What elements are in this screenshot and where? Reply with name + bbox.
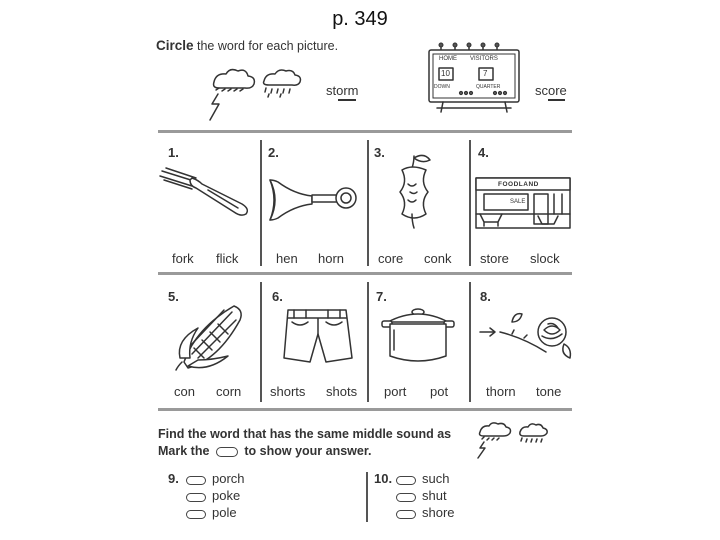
- answer-option[interactable]: such: [422, 471, 450, 486]
- fork-icon: [158, 168, 258, 223]
- example-right-word: score: [535, 83, 567, 98]
- answer-bubble-icon: [216, 447, 238, 457]
- instruction-find-word: Find the word that has the same middle sound as: [158, 427, 452, 441]
- word-option[interactable]: hen: [276, 251, 298, 266]
- instruction-rest: the word for each picture.: [193, 39, 339, 53]
- storm-cloud-small-icon: [476, 420, 566, 460]
- answer-bubble[interactable]: [396, 493, 416, 502]
- item-number: 2.: [268, 145, 279, 160]
- store-sign: FOODLAND: [498, 181, 539, 188]
- separator-1: [158, 130, 572, 133]
- separator-3: [158, 408, 572, 411]
- scoreboard-down-label: DOWN: [434, 84, 450, 90]
- divider: [260, 282, 262, 402]
- question-number: 9.: [168, 471, 179, 486]
- word-option[interactable]: shorts: [270, 384, 306, 399]
- word-option[interactable]: tone: [536, 384, 562, 399]
- item-number: 1.: [168, 145, 179, 160]
- word-option[interactable]: horn: [318, 251, 345, 266]
- storm-cloud-icon: [206, 66, 316, 128]
- scoreboard-quarter-label: QUARTER: [476, 84, 501, 90]
- scoreboard-home-score: 10: [441, 69, 450, 78]
- separator-2: [158, 272, 572, 275]
- item-number: 8.: [480, 289, 491, 304]
- example-left-word: storm: [326, 83, 359, 98]
- word-option[interactable]: corn: [216, 384, 242, 399]
- answer-option[interactable]: pole: [212, 505, 237, 520]
- answer-bubble[interactable]: [186, 510, 206, 519]
- horn-icon: [266, 176, 364, 224]
- word-option[interactable]: flick: [216, 251, 239, 266]
- item-number: 5.: [168, 289, 179, 304]
- rose-thorn-icon: [478, 308, 574, 368]
- answer-bubble[interactable]: [186, 476, 206, 485]
- answer-bubble[interactable]: [396, 510, 416, 519]
- item-number: 4.: [478, 145, 489, 160]
- divider: [366, 472, 368, 522]
- answer-option[interactable]: shut: [422, 488, 447, 503]
- word-option[interactable]: port: [384, 384, 407, 399]
- worksheet: [152, 28, 580, 534]
- word-option[interactable]: slock: [530, 251, 560, 266]
- word-option[interactable]: store: [480, 251, 509, 266]
- divider: [469, 282, 471, 402]
- item-number: 3.: [374, 145, 385, 160]
- corn-icon: [176, 300, 256, 372]
- answer-option[interactable]: porch: [212, 471, 245, 486]
- divider: [367, 282, 369, 402]
- divider: [469, 140, 471, 266]
- store-window-sign: SALE: [510, 199, 526, 205]
- word-option[interactable]: conk: [424, 251, 452, 266]
- answer-option[interactable]: poke: [212, 488, 241, 503]
- item-number: 6.: [272, 289, 283, 304]
- pot-icon: [380, 304, 460, 370]
- shorts-icon: [282, 308, 356, 366]
- item-number: 7.: [376, 289, 387, 304]
- word-option[interactable]: fork: [172, 251, 194, 266]
- divider: [260, 140, 262, 266]
- apple-core-icon: [384, 154, 454, 234]
- scoreboard-home-label: HOME: [439, 56, 457, 62]
- answer-bubble[interactable]: [186, 493, 206, 502]
- answer-bubble[interactable]: [396, 476, 416, 485]
- word-option[interactable]: thorn: [486, 384, 516, 399]
- divider: [367, 140, 369, 266]
- question-number: 10.: [374, 471, 393, 486]
- word-option[interactable]: con: [174, 384, 195, 399]
- page-title: p. 349: [332, 8, 388, 30]
- instruction-circle: [156, 38, 338, 53]
- scoreboard-visitors-score: 7: [483, 69, 488, 78]
- instruction-bold: Circle: [156, 38, 194, 53]
- scoreboard-icon: [427, 42, 522, 114]
- word-option[interactable]: shots: [326, 384, 358, 399]
- answer-option[interactable]: shore: [422, 505, 455, 520]
- word-option[interactable]: core: [378, 251, 404, 266]
- instruction-mark-bubble: Mark the to show your answer.: [158, 444, 372, 458]
- word-option[interactable]: pot: [430, 384, 449, 399]
- scoreboard-visitors-label: VISITORS: [470, 56, 498, 62]
